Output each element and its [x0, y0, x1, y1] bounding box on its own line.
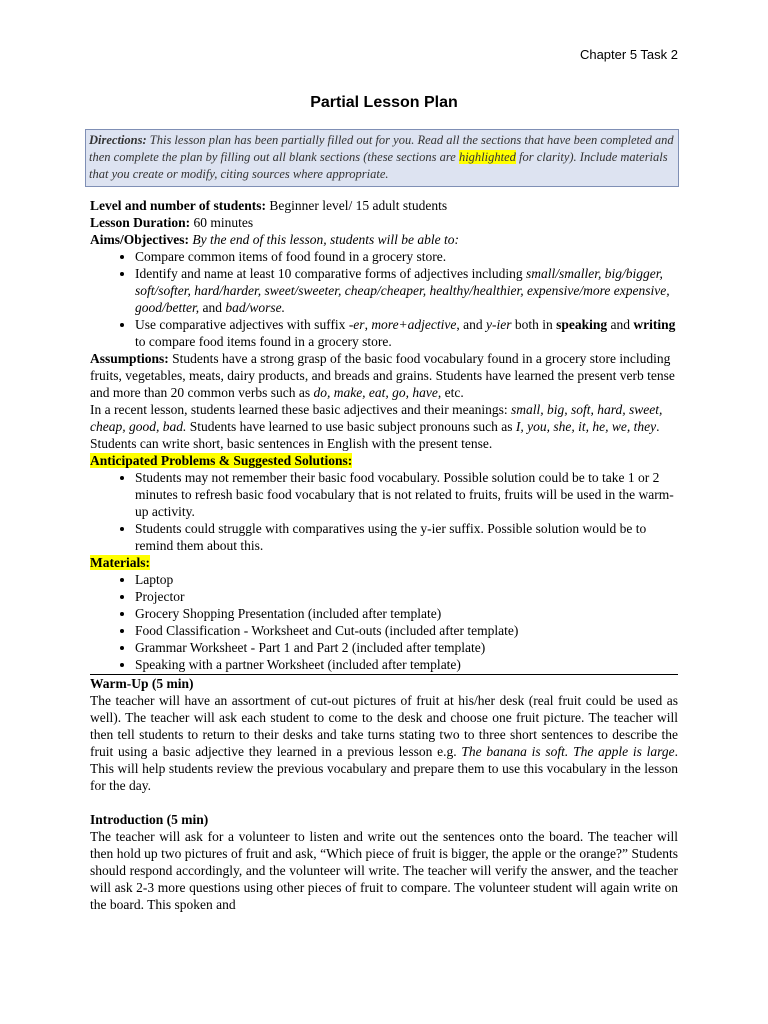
aims-list [90, 248, 678, 350]
duration-label: Lesson Duration: [90, 215, 191, 230]
assumptions-adjectives: small, big, soft, hard, sweet, cheap, good, bad. [90, 402, 663, 434]
directions-highlight: highlighted [458, 150, 516, 164]
assumptions-text: . Students can write short, basic sentences in English with the present tense. [90, 419, 660, 451]
list-item [135, 316, 678, 350]
assumptions-p1 [90, 350, 678, 401]
aim-text: both in [511, 317, 557, 332]
list-item: • Grocery Shopping Presentation (included after template) [135, 605, 678, 622]
aim-suffix: more+adjective [371, 317, 457, 332]
level-label: Level and number of students: [90, 198, 267, 213]
aims-label: Aims/Objectives: [90, 232, 189, 247]
assumptions-pronouns: I, you, she, it, he, we, they [515, 419, 657, 434]
assumptions-label: Assumptions: [90, 351, 169, 366]
aim-text: Compare common items of food found in a grocery store. [135, 249, 447, 264]
aim-text: and [199, 300, 226, 315]
aim-suffix: -er [348, 317, 365, 332]
introduction-paragraph: The teacher will ask for a volunteer to listen and write out the sentences onto the board. The teacher will then hold up two pictures of fruit and ask, “Which piece of fruit is bigger, the apple or the orange?” Students should respond accordingly, and the volunteer will write. The teacher will verify the answer, and the teacher will ask 2-3 more questions using other pieces of fruit to compare. The volunteer student will again write on the board. This spoken and [90, 829, 678, 912]
directions-text-1: This lesson plan has been partially filled out for you. Read all the sections that have been completed and then complete the plan by filling out all blank sections (these sections are [89, 133, 674, 164]
aim-text: , [364, 317, 372, 332]
introduction-heading: Introduction (5 min) [90, 812, 209, 827]
list-item: • Grammar Worksheet - Part 1 and Part 2 (included after template) [135, 639, 678, 656]
duration-line [90, 214, 678, 231]
warmup-text: The teacher will have an assortment of cut-out pictures of fruit at his/her desk (real fruit could be used as well). The teacher will ask each student to come to the desk and choose one fruit picture. The teacher will then tell students to return to their desks and take turns stating two to three short sentences to describe the fruit using a basic adjective they learned in a previous lesson e.g. [90, 693, 678, 759]
list-item [135, 265, 678, 316]
aims-line [90, 231, 678, 248]
spacer [90, 794, 678, 811]
assumptions-verbs: do, make, eat, go, have [313, 385, 438, 400]
assumptions-text: , etc. [437, 385, 464, 400]
aim-text: and [607, 317, 634, 332]
assumptions-p2 [90, 401, 678, 452]
level-value: Beginner level/ 15 adult students [266, 198, 448, 213]
materials-label: Materials: [90, 555, 150, 570]
materials-heading [90, 554, 678, 571]
directions-text-2: for clarity). Include materials that you create or modify, citing sources where appropriate. [89, 150, 668, 181]
assumptions-text: In a recent lesson, students learned these basic adjectives and their meanings: [90, 402, 511, 417]
aim-suffix: y-ier [486, 317, 512, 332]
aim-text: Identify and name at least 10 comparative forms of adjectives including [135, 266, 526, 281]
directions-lead: Directions: [89, 133, 147, 147]
directions-box [85, 129, 679, 187]
lesson-body [90, 197, 678, 913]
aim-text: , and [456, 317, 487, 332]
warmup-heading: Warm-Up (5 min) [90, 676, 194, 691]
warmup-text: . This will help students review the previous vocabulary and prepare them to use this vocabulary in the lesson for the day. [90, 744, 678, 793]
aims-intro: By the end of this lesson, students will be able to: [188, 232, 459, 247]
aim-adjectives: small/smaller, big/bigger, soft/softer, hard/harder, sweet/sweeter, cheap/cheaper, healthy/healthier, expensive/more expensive, good/better, [135, 266, 670, 315]
chapter-label: Chapter 5 Task 2 [579, 47, 678, 62]
list-item: • Food Classification - Worksheet and Cut-outs (included after template) [135, 622, 678, 639]
list-item: • Laptop [135, 571, 678, 588]
materials-list [90, 571, 678, 673]
list-item: • Students could struggle with comparatives using the y-ier suffix. Possible solution would be to remind them about this. [135, 520, 678, 554]
aim-text: to compare food items found in a grocery store. [135, 334, 392, 349]
warmup-example: The banana is soft. The apple is large [461, 744, 675, 759]
list-item [135, 248, 678, 265]
list-item: • Projector [135, 588, 678, 605]
problems-heading [90, 452, 678, 469]
aim-emphasis: speaking [556, 317, 608, 332]
assumptions-text: Students have a strong grasp of the basic food vocabulary found in a grocery store including fruits, vegetables, meats, dairy products, and breads and grains. Students have learned the present verb tense and more than 20 common verbs such as [90, 351, 675, 400]
problems-label: Anticipated Problems & Suggested Solutions: [90, 453, 353, 468]
list-item: • Students may not remember their basic food vocabulary. Possible solution could be to take 1 or 2 minutes to refresh basic food vocabulary that is not related to fruits, fruits will be used in the warm-up activity. [135, 469, 678, 520]
duration-value: 60 minutes [190, 215, 254, 230]
aim-adjectives: bad/worse. [225, 300, 286, 315]
page-title: Partial Lesson Plan [310, 94, 458, 111]
aim-text: Use comparative adjectives with suffix [135, 317, 349, 332]
aim-emphasis: writing [633, 317, 676, 332]
assumptions-text: Students have learned to use basic subject pronouns such as [186, 419, 516, 434]
problems-list [90, 469, 678, 554]
warmup-paragraph [90, 692, 678, 794]
level-line [90, 197, 678, 214]
list-item: • Speaking with a partner Worksheet (included after template) [135, 656, 678, 673]
